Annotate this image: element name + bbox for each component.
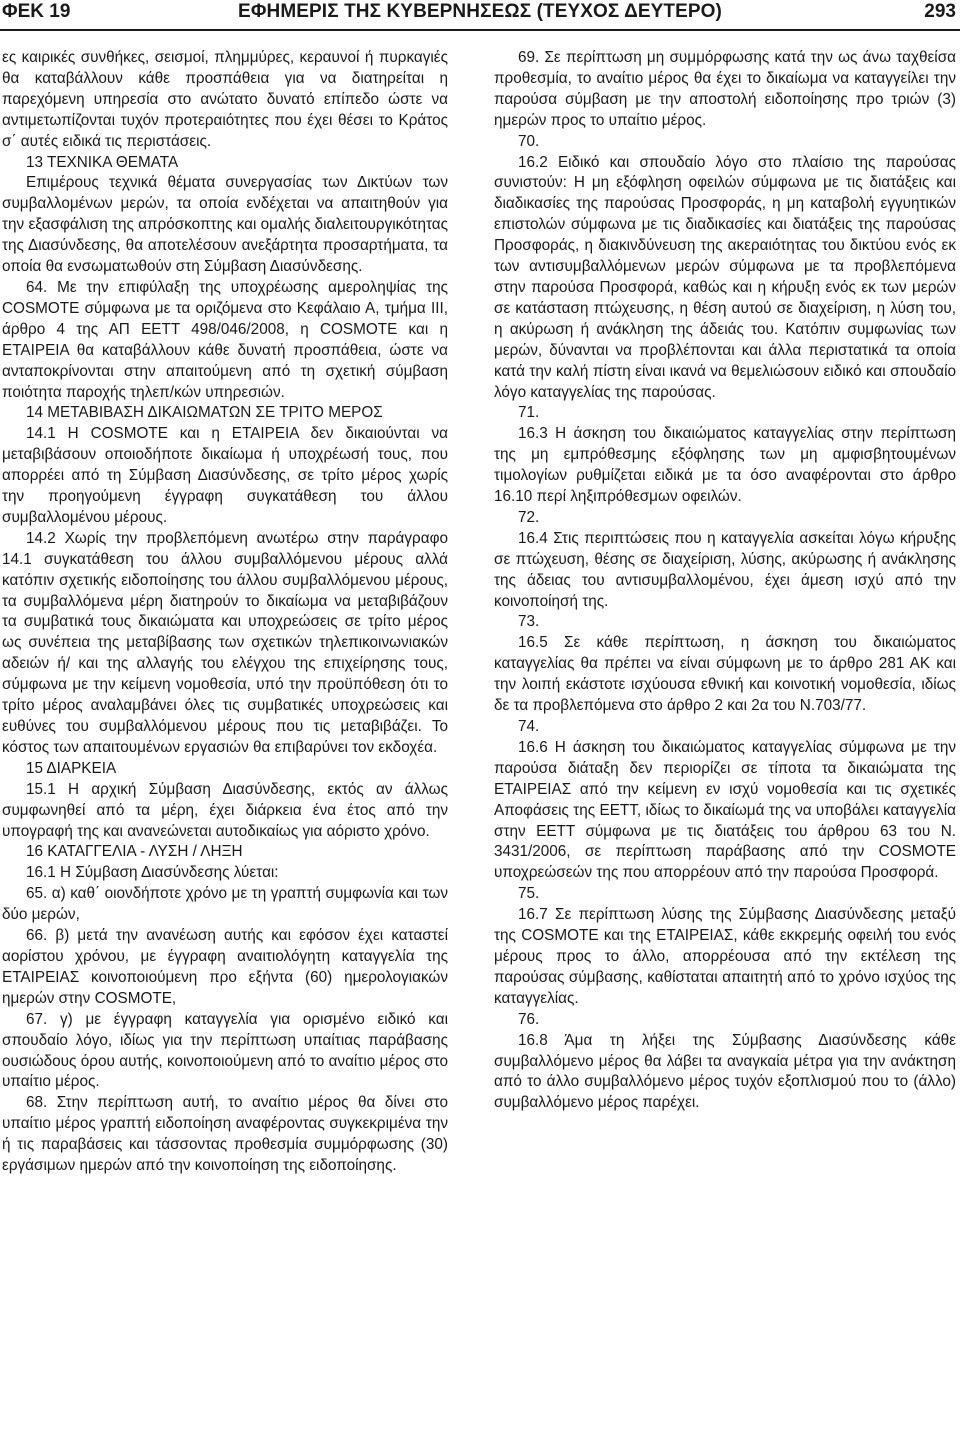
- paragraph: 16.5 Σε κάθε περίπτωση, η άσκηση του δικαιώματος καταγγελίας θα πρέπει να είναι σύμφωνη με το άρθρο 281 ΑΚ και την λοιπή εκάστοτε ισχύουσα εθνική και κοινοτική νομοθεσία, ιδίως δε τα προβλεπόμενα στο άρθρο 2 και 2α του Ν.703/77.: [494, 634, 956, 715]
- paragraph-number: 73.: [518, 613, 540, 631]
- left-column: [2, 48, 448, 1177]
- paragraph: Επιμέρους τεχνικά θέματα συνεργασίας των Δικτύων των συμβαλλομένων μερών, τα οποία ενδέχεται να απαιτηθούν για την εξασφάλιση της απρόσκοπτης και ομαλής διαλειτουργικότητας της Διασύνδεσης, θα αποτελέσουν ανεξάρτητα προσαρτήματα, τα οποία θα ενσωματωθούν στη Σύμβαση Διασύνδεσης.: [2, 174, 449, 276]
- paragraph: 16.7 Σε περίπτωση λύσης της Σύμβασης Διασύνδεσης μεταξύ της COSMOTE και της ΕΤΑΙΡΕΙΑΣ, κάθε εκκρεμής οφειλή του ενός μέρους προς το άλλο, απορρέουσα από την εκτέλεση της παρούσας σύμβασης, καθίσταται απαιτητή από το χρόνο ισχύος της καταγγελίας.: [494, 906, 956, 1007]
- page-header: [0, 0, 960, 28]
- paragraph-number: 70.: [518, 132, 540, 150]
- section-heading: 15 ΔΙΑΡΚΕΙΑ: [26, 759, 117, 777]
- paragraph: 68. Στην περίπτωση αυτή, το αναίτιο μέρος θα δίνει στο υπαίτιο μέρος γραπτή ειδοποίηση αναφέροντας συγκεκριμένα την ή τις παραβάσεις και τάσσοντας προθεσμία συμμόρφωσης (30) εργάσιμων ημερών από την κοινοποίηση της ειδοποίησης.: [2, 1094, 448, 1175]
- paragraph: 16.3 Η άσκηση του δικαιώματος καταγγελίας στην περίπτωση της μη εμπρόθεσμης εξόφλησης των μη αμφισβητουμένων τιμολογίων ρυθμίζεται ειδικά με τα όσο αναφέρονται στο άρθρο 16.10 περί ληξιπρόθεσμων οφειλών.: [494, 425, 956, 506]
- paragraph-number: 74.: [518, 718, 540, 735]
- paragraph: 16.1 Η Σύμβαση Διασύνδεσης λύεται:: [26, 864, 279, 882]
- paragraph: 16.6 Η άσκηση του δικαιώματος καταγγελίας σύμφωνα με την παρούσα διάταξη δεν περιορίζει σε τίποτα τα δικαιώματα της ΕΤΑΙΡΕΙΑΣ από την κείμενη εν ισχύ νομοθεσία και τις σχετικές Αποφάσεις της ΕΕΤΤ, ιδίως το δικαίωμά της να υποβάλει καταγγελία στην ΕΕΤΤ σύμφωνα με τις διατάξεις του άρθρου 63 του Ν. 3431/2006, σε περίπτωση παράβασης από την COSMOTE υποχρεώσεών της που απορρέουν από την παρούσα Προσφορά.: [494, 738, 956, 882]
- issue-number: ΦΕΚ 19: [2, 1, 71, 22]
- section-heading: 16 ΚΑΤΑΓΓΕΛΙΑ - ΛΥΣΗ / ΛΗΞΗ: [26, 843, 243, 861]
- section-heading: 14 ΜΕΤΑΒΙΒΑΣΗ ΔΙΚΑΙΩΜΑΤΩΝ ΣΕ ΤΡΙΤΟ ΜΕΡΟΣ: [26, 404, 383, 422]
- paragraph-number: 71.: [518, 404, 540, 422]
- right-column: [494, 48, 956, 1114]
- paragraph: 15.1 Η αρχική Σύμβαση Διασύνδεσης, εκτός αν άλλως συμφωνηθεί από τα μέρη, έχει διάρκεια ένα έτος από την υπογραφή της και ανανεώνεται αυτοδικαίως για αόριστο χρόνο.: [2, 780, 448, 840]
- paragraph: 65. α) καθ΄ οιονδήποτε χρόνο με τη γραπτή συμφωνία και των δύο μερών,: [2, 885, 448, 924]
- paragraph: ες καιρικές συνθήκες, σεισμοί, πλημμύρες, κεραυνοί ή πυρκαγιές θα καταβάλλουν κάθε προσπάθεια για να διατηρείται η παρεχόμενη υπηρεσία στο ανώτατο δυνατό επίπεδο ώστε να αντιμετωπίζονται τυχόν προτεραιότητες που έχει θέσει το Κράτος σ΄ αυτές ειδικά τις περιστάσεις.: [2, 49, 448, 150]
- paragraph: 16.2 Ειδικό και σπουδαίο λόγο στο πλαίσιο της παρούσας συνιστούν: Η μη εξόφληση οφειλών σύμφωνα με τις διατάξεις και διαδικασίες της παρούσας Προσφοράς, η μη καταβολή εγγυητικών επιστολών σύμφωνα με τις διαδικασίες και διατάξεις της παρούσας Προσφοράς, η διακινδύνευση της ακεραιότητας του δικτύου ενός εκ των αντισυμβαλλόμενων μερών σύμφωνα με τα προβλεπόμενα στην παρούσα Προσφορά, καθώς και η κήρυξη ενός εκ των μερών σε κατάσταση πτώχευσης, η θέση αυτού σε διαχείριση, η λύση του, η ακύρωση ή ανάκληση της άδειάς του. Κατόπιν συμφωνίας των μερών, δύνανται να προβλέπονται και άλλα περιστατικά τα οποία κατά την καλή πίστη είναι ικανά να θεμελιώσουν ειδικό και σπουδαίο λόγο καταγγελίας της παρούσας.: [494, 153, 956, 401]
- page-number: 293: [924, 1, 956, 22]
- paragraph: 67. γ) με έγγραφη καταγγελία για ορισμένο ειδικό και σπουδαίο λόγο, ιδίως για την περίπτωση υπαίτιας παράβασης ουσιώδους όρου αυτής, κοινοποιούμενη από το αναίτιο μέρος στο υπαίτιο μέρος.: [2, 1010, 448, 1091]
- paragraph: 64. Με την επιφύλαξη της υποχρέωσης αμεροληψίας της COSMOTE σύμφωνα με τα οριζόμενα στο Κεφάλαιο Α, τμήμα III, άρθρο 4 της ΑΠ ΕΕΤΤ 498/046/2008, η COSMOTE και η ΕΤΑΙΡΕΙΑ θα καταβάλλουν κάθε δυνατή προσπάθεια, ώστε να ανταποκρίνονται στην απαιτούμενη από τη σχετική σύμβαση ποιότητα παροχής τηλεπ/κών υπηρεσιών.: [2, 278, 448, 401]
- paragraph: 16.4 Στις περιπτώσεις που η καταγγελία ασκείται λόγω κήρυξης σε πτώχευση, θέσης σε διαχείριση, λύσης, ακύρωσης ή ανάκλησης της άδειας του αντισυμβαλλομένου, έχει άμεση ισχύ από την κοινοποίησή της.: [494, 529, 956, 610]
- gazette-title: ΕΦΗΜΕΡΙΣ ΤΗΣ ΚΥΒΕΡΝΗΣΕΩΣ (ΤΕΥΧΟΣ ΔΕΥΤΕΡΟ): [238, 1, 722, 22]
- paragraph: 14.2 Χωρίς την προβλεπόμενη ανωτέρω στην παράγραφο 14.1 συγκατάθεση του άλλου συμβαλλόμενου μέρους αλλά κατόπιν σχετικής ειδοποίησης του άλλου συμβαλλόμενου μέρους, τα συμβαλλόμενα μέρη διατηρούν το δικαίωμα να μεταβιβάζουν τα συμβατικά τους δικαιώματα και υποχρεώσεις σε τρίτο μέρος ως συνέπεια της μεταβίβασης των σχετικών τηλεπικοινωνιακών αδειών ή/ και της αλλαγής του ελέγχου της επιχείρησης τους, σύμφωνα με την κείμενη νομοθεσία, υπό την προϋπόθεση ότι το τρίτο μέρος αναλαμβάνει όλες τις συμβατικές υποχρεώσεις και ευθύνες του συμβαλλόμενου μέρους που τις μεταβιβάζει. Το κόστος των απαιτουμένων εργασιών θα επιβαρύνει τον εκδοχέα.: [2, 529, 448, 756]
- paragraph-number: 75.: [518, 885, 540, 903]
- paragraph-number: 76.: [518, 1010, 540, 1028]
- paragraph: 14.1 Η COSMOTE και η ΕΤΑΙΡΕΙΑ δεν δικαιούνται να μεταβιβάσουν οποιοδήποτε δικαίωμα ή υποχρέωσή τους, που απορρέει από τη Σύμβαση Διασύνδεσης, σε τρίτο μέρος χωρίς την προηγούμενη έγγραφη συγκατάθεση του άλλου συμβαλλομένου μέρους.: [2, 425, 448, 526]
- section-heading: 13 ΤΕΧΝΙΚΑ ΘΕΜΑΤΑ: [26, 153, 179, 171]
- paragraph: 69. Σε περίπτωση μη συμμόρφωσης κατά την ως άνω ταχθείσα προθεσμία, το αναίτιο μέρος θα έχει το δικαίωμα να καταγγείλει την παρούσα σύμβαση με την αποστολή ειδοποίησης προ τριών (3) ημερών προς το υπαίτιο μέρος.: [494, 49, 956, 129]
- paragraph: 66. β) μετά την ανανέωση αυτής και εφόσον έχει καταστεί αορίστου χρόνου, με έγγραφη αναιτιολόγητη καταγγελία της ΕΤΑΙΡΕΙΑΣ κοινοποιούμενη προ εξήντα (60) ημερολογιακών ημερών στην COSMOTE,: [2, 927, 448, 1007]
- paragraph: 16.8 Άμα τη λήξει της Σύμβασης Διασύνδεσης κάθε συμβαλλόμενο μέρος θα λάβει τα αναγκαία μέτρα για την ανάκτηση από το άλλο συμβαλλόμενο μέρος τυχόν εξοπλισμού που το (άλλο) συμβαλλόμενο μέρος παρέχει.: [494, 1031, 956, 1112]
- paragraph-number: 72.: [518, 508, 540, 526]
- header-rule: [0, 29, 960, 31]
